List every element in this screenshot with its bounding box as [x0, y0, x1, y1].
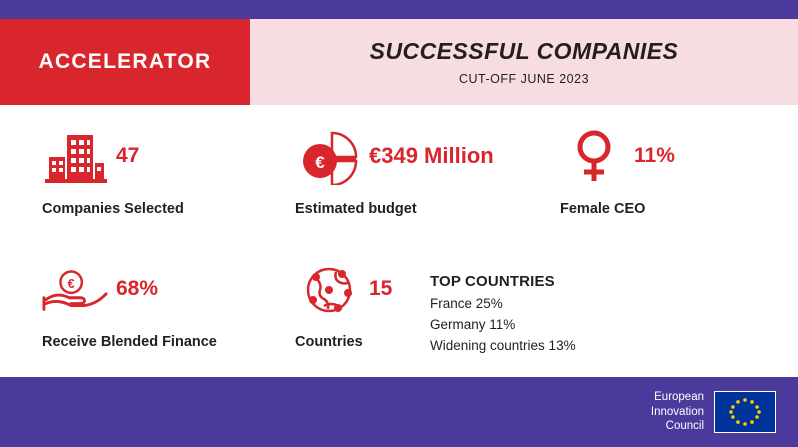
eu-flag-icon — [714, 391, 776, 433]
stat-budget-value: €349 Million — [369, 143, 494, 168]
stat-companies-label: Companies Selected — [42, 201, 184, 217]
eic-logo-text — [651, 390, 704, 433]
stat-countries-top — [295, 253, 392, 325]
stats-body — [0, 105, 798, 377]
eic-logo-line-1: European — [654, 391, 704, 404]
eic-logo — [651, 390, 776, 433]
hand-euro-coin-icon — [42, 256, 110, 322]
top-countries-title: TOP COUNTRIES — [430, 273, 555, 290]
stat-female-label: Female CEO — [560, 201, 646, 217]
stat-budget-label: Estimated budget — [295, 201, 417, 217]
stat-companies-selected — [42, 120, 184, 217]
top-countries-item: France 25% — [430, 296, 503, 311]
svg-text:€: € — [67, 277, 75, 292]
female-symbol-icon — [560, 123, 628, 189]
page-title: SUCCESSFUL COMPANIES — [369, 38, 679, 64]
svg-text:€: € — [315, 153, 325, 172]
top-countries-block — [430, 273, 576, 353]
stat-female-value: 11% — [634, 144, 675, 167]
accelerator-badge — [0, 19, 250, 105]
buildings-icon — [42, 123, 110, 189]
stat-finance-label: Receive Blended Finance — [42, 334, 217, 350]
stat-countries-label: Countries — [295, 334, 363, 350]
stat-blended-finance — [42, 253, 217, 350]
stat-companies-value: 47 — [116, 144, 140, 167]
pie-chart-euro-icon — [295, 123, 363, 189]
stat-finance-top — [42, 253, 217, 325]
stat-companies-top — [42, 120, 184, 192]
stat-estimated-budget — [295, 120, 494, 217]
page-subtitle: CUT-OFF JUNE 2023 — [458, 72, 590, 86]
stat-countries — [295, 253, 392, 350]
header-title-block — [250, 19, 798, 105]
globe-network-icon — [295, 256, 363, 322]
footer-bar — [0, 377, 798, 447]
stat-finance-value: 68% — [116, 277, 159, 300]
eic-logo-line-3: Council — [665, 420, 704, 433]
stat-female-ceo — [560, 120, 675, 217]
stat-countries-value: 15 — [369, 277, 393, 300]
top-countries-item: Germany 11% — [430, 317, 516, 332]
header-band — [0, 19, 798, 105]
accelerator-badge-label: ACCELERATOR — [38, 50, 212, 73]
eic-logo-line-2: Innovation — [650, 405, 704, 418]
top-purple-bar — [0, 0, 798, 19]
stat-female-top — [560, 120, 675, 192]
top-countries-item: Widening countries 13% — [430, 338, 576, 353]
stat-budget-top — [295, 120, 494, 192]
